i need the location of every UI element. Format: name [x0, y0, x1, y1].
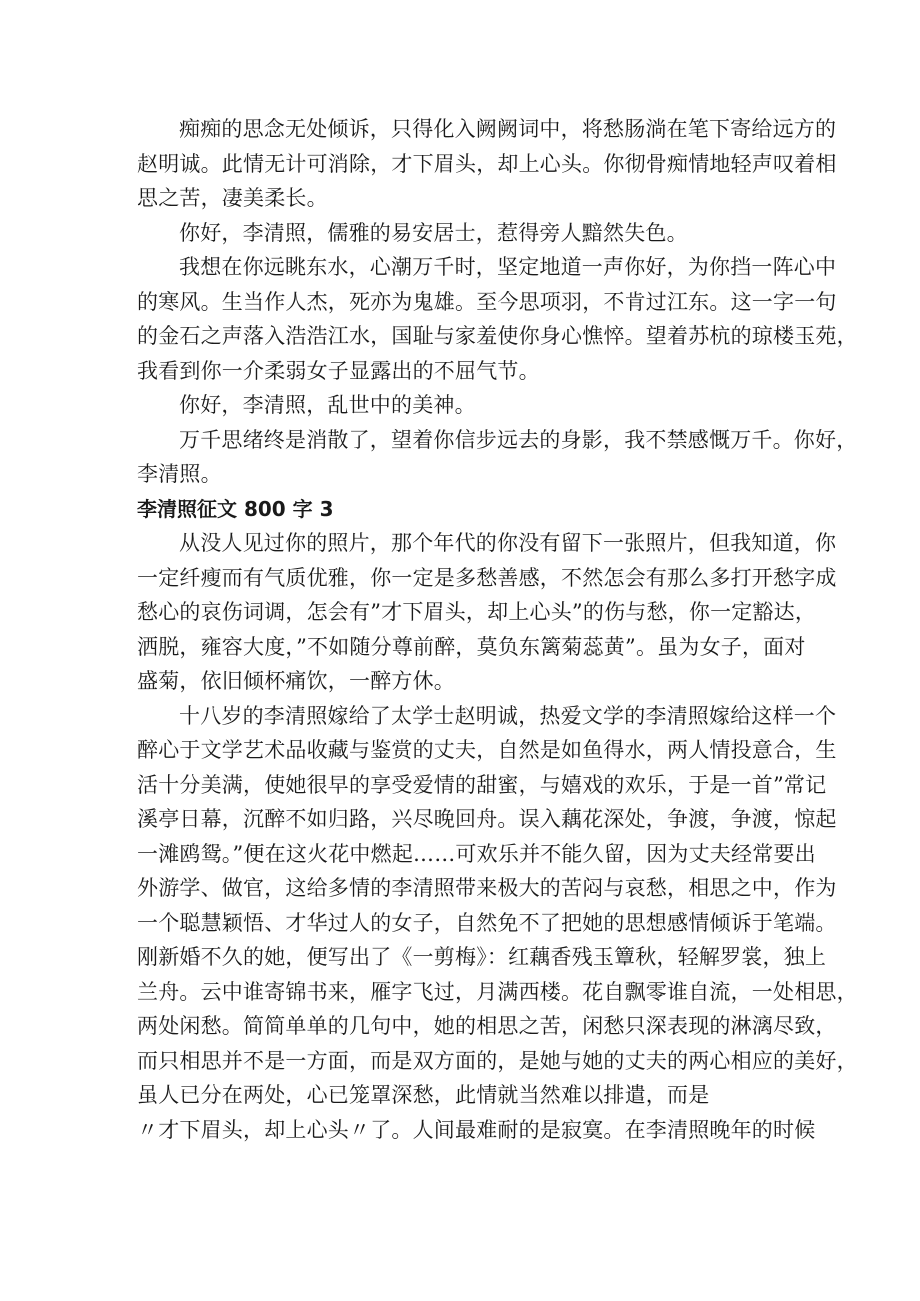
text-line: 醉心于文学艺术品收藏与鉴赏的丈夫，自然是如鱼得水，两人情投意合，生: [137, 738, 837, 762]
section-heading: 李清照征文 800 字 3: [137, 496, 334, 521]
text-line: 一个聪慧颖悟、才华过人的女子，自然免不了把她的思想感情倾诉于笔端。: [137, 910, 837, 935]
text-line: 活十分美满，使她很早的享受爱情的甜蜜，与嬉戏的欢乐，于是一首”常记: [137, 772, 827, 797]
text-line: 溪亭日幕，沉醉不如归路，兴尽晚回舟。误入藕花深处，争渡，争渡，惊起: [137, 807, 837, 831]
paragraph-east-water: [137, 250, 858, 388]
text-line: 痴痴的思念无处倾诉，只得化入阙阙词中，将愁肠淌在笔下寄给远方的: [179, 117, 837, 141]
text-line: 一定纤瘦而有气质优雅，你一定是多愁善感，不然怎会有那么多打开愁字成: [137, 565, 837, 590]
text-line: 虽人已分在两处，心已笼罩深愁，此情就当然难以排遣，而是: [137, 1083, 710, 1107]
text-line: 一滩鸥鸳。”便在这火花中燃起……可欢乐并不能久留，因为丈夫经常要出: [137, 841, 816, 866]
text-line: 万千思绪终是消散了，望着你信步远去的身影，我不禁感慨万千。你好，: [179, 427, 858, 452]
text-line: 你好，李清照，儒雅的易安居士，惹得旁人黯然失色。: [179, 220, 688, 245]
text-line: 洒脱，雍容大度，”不如随分尊前醉，莫负东篱菊蕊黄”。虽为女子，面对: [137, 634, 806, 659]
document-page: [137, 112, 858, 1147]
text-line: 愁心的哀伤词调，怎会有”才下眉头，却上心头”的伤与愁，你一定豁达，: [137, 600, 817, 624]
text-line: 的金石之声落入浩浩江水，国耻与家羞使你身心憔悴。望着苏杭的琼楼玉苑，: [137, 324, 858, 348]
text-line: 外游学、做官，这给多情的李清照带来极大的苦闷与哀愁，相思之中，作为: [137, 876, 837, 900]
paragraph-marriage: [137, 699, 858, 1148]
paragraph-greeting-1: [137, 216, 797, 251]
text-line: 刚新婚不久的她，便写出了《一剪梅》：红藕香残玉簟秋，轻解罗裳，独上: [137, 945, 827, 969]
text-line: 两处闲愁。简简单单的几句中，她的相思之苦，闲愁只深表现的淋漓尽致，: [137, 1014, 837, 1038]
text-line: 我看到你一介柔弱女子显露出的不屈气节。: [137, 358, 540, 383]
text-line: 赵明诚。此情无计可消除，才下眉头，却上心头。你彻骨痴情地轻声叹着相: [137, 151, 837, 176]
text-line: 我想在你远眺东水，心潮万千时，坚定地道一声你好，为你挡一阵心中: [179, 255, 837, 279]
text-line: 十八岁的李清照嫁给了太学士赵明诚，热爱文学的李清照嫁给这样一个: [179, 703, 837, 728]
text-line: 兰舟。云中谁寄锦书来，雁字飞过，月满西楼。花自飘零谁自流，一处相思，: [137, 979, 858, 1004]
paragraph-longing: [137, 112, 837, 216]
text-line: 而只相思并不是一方面，而是双方面的，是她与她的丈夫的两心相应的美好，: [137, 1048, 858, 1073]
text-line: 的寒风。生当作人杰，死亦为鬼雄。至今思项羽，不肯过江东。这一字一句: [137, 289, 837, 314]
paragraph-farewell: [137, 423, 858, 492]
text-line: 思之苦，凄美柔长。: [137, 186, 328, 210]
paragraph-greeting-2: [137, 388, 797, 423]
text-line: 盛菊，依旧倾杯痛饮，一醉方休。: [137, 669, 455, 693]
paragraph-no-photo: [137, 526, 837, 699]
text-line: 〃才下眉头，却上心头〃了。人间最难耐的是寂寞。在李清照晚年的时候: [137, 1117, 816, 1142]
text-line: 从没人见过你的照片，那个年代的你没有留下一张照片，但我知道，你: [179, 531, 837, 555]
text-line: 你好，李清照，乱世中的美神。: [179, 393, 476, 417]
text-line: 李清照。: [137, 462, 222, 486]
